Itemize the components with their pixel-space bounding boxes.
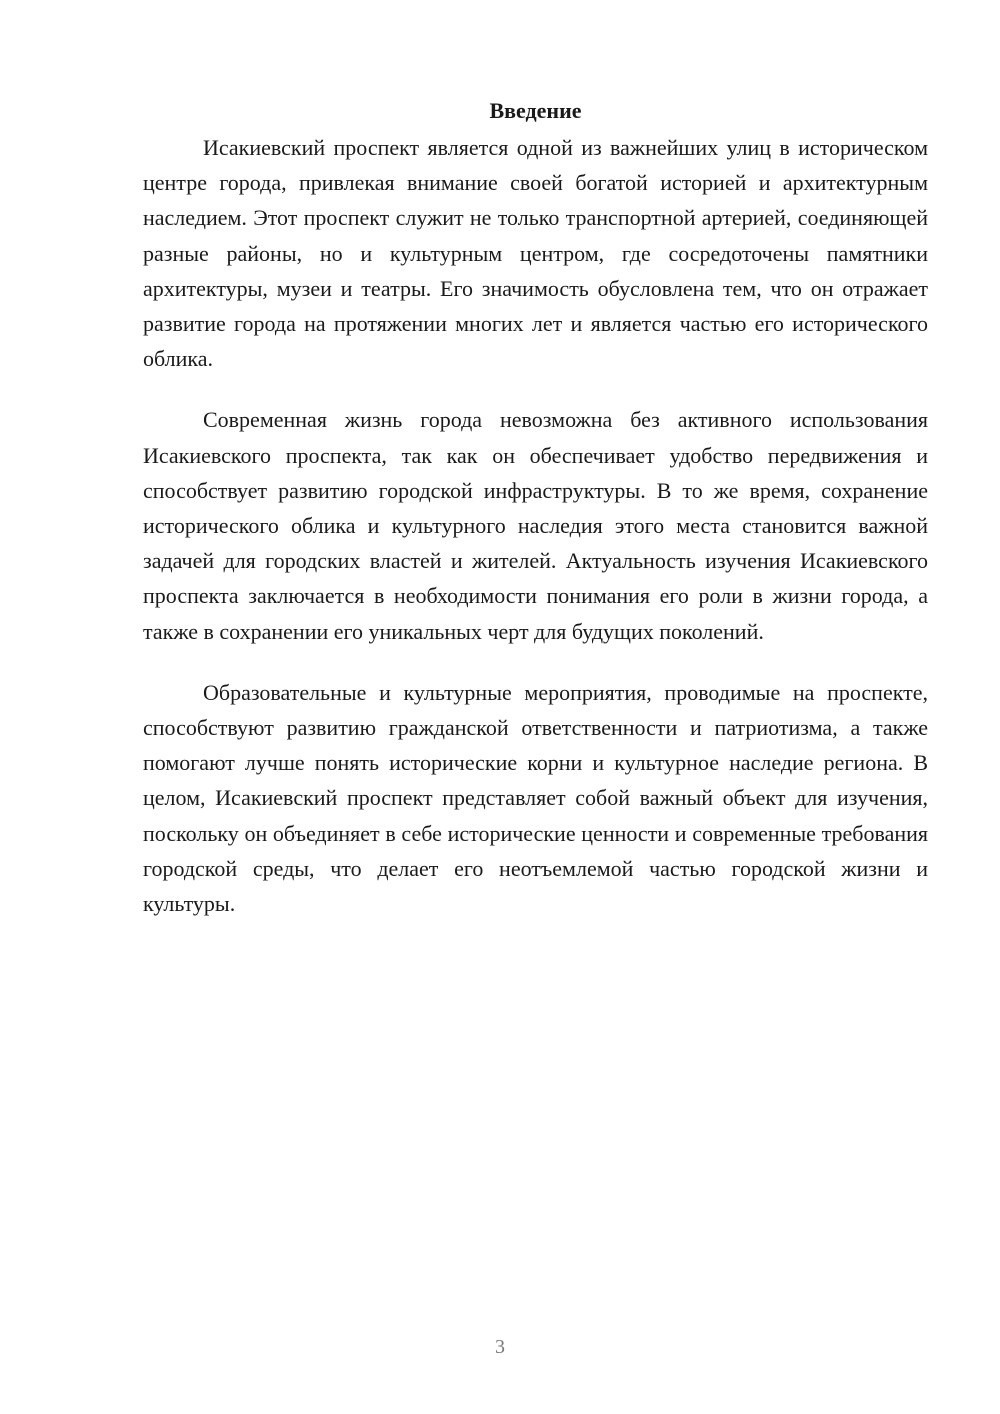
page-content <box>143 96 928 947</box>
paragraph-1: Исакиевский проспект является одной из важнейших улиц в историческом центре города, привлекая внимание своей богатой историей и архитектурным наследием. Этот проспект служит не только транспортной артерией, соединяющей разные районы, но и культурным центром, где сосредоточены памятники архитектуры, музеи и театры. Его значимость обусловлена тем, что он отражает развитие города на протяжении многих лет и является частью его исторического облика. <box>143 135 928 372</box>
page-number: 3 <box>495 1336 505 1358</box>
section-heading: Введение <box>489 98 582 123</box>
paragraph-3: Образовательные и культурные мероприятия, проводимые на проспекте, способствуют развитию гражданской ответственности и патриотизма, а также помогают лучше понять исторические корни и культурное наследие региона. В целом, Исакиевский проспект представляет собой важный объект для изучения, поскольку он объединяет в себе исторические ценности и современные требования городской среды, что делает его неотъемлемой частью городской жизни и культуры. <box>143 679 928 917</box>
paragraph-2: Современная жизнь города невозможна без активного использования Исакиевского проспекта, так как он обеспечивает удобство передвижения и способствует развитию городской инфраструктуры. В то же время, сохранение исторического облика и культурного наследия этого места становится важной задачей для городских властей и жителей. Актуальность изучения Исакиевского проспекта заключается в необходимости понимания его роли в жизни города, а также в сохранении его уникальных черт для будущих поколений. <box>143 407 928 644</box>
